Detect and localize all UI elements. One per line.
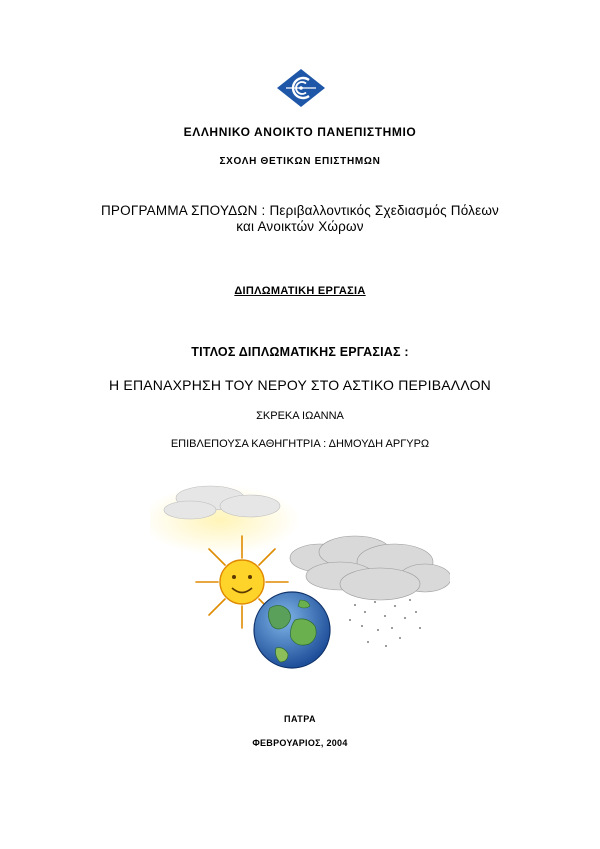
thesis-title: Η ΕΠΑΝΑΧΡΗΣΗ ΤΟΥ ΝΕΡΟΥ ΣΤΟ ΑΣΤΙΚΟ ΠΕΡΙΒΑΛΛΟΝ bbox=[109, 377, 491, 393]
study-program-line-2: και Ανοικτών Χώρων bbox=[236, 219, 364, 234]
school-name: ΣΧΟΛΗ ΘΕΤΙΚΩΝ ΕΠΙΣΤΗΜΩΝ bbox=[219, 156, 381, 167]
university-name: ΕΛΛΗΝΙΚΟ ΑΝΟΙΚΤΟ ΠΑΝΕΠΙΣΤΗΜΙΟ bbox=[183, 125, 417, 139]
sun-earth-clouds-illustration bbox=[150, 480, 450, 680]
study-program-line-1: ΠΡΟΓΡΑΜΜΑ ΣΠΟΥΔΩΝ : Περιβαλλοντικός Σχεδιασμός Πόλεων bbox=[100, 203, 500, 218]
thesis-type-label: ΔΙΠΛΩΜΑΤΙΚΗ ΕΡΓΑΣΙΑ bbox=[234, 285, 366, 297]
thesis-type bbox=[0, 285, 600, 297]
author-name: ΣΚΡΕΚΑ ΙΩΑΝΝΑ bbox=[256, 410, 344, 422]
date: ΦΕΒΡΟΥΑΡΙΟΣ, 2004 bbox=[252, 738, 348, 748]
supervisor-name: ΕΠΙΒΛΕΠΟΥΣΑ ΚΑΘΗΓΗΤΡΙΑ : ΔΗΜΟΥΔΗ ΑΡΓΥΡΩ bbox=[170, 438, 430, 450]
study-program bbox=[0, 203, 600, 235]
university-logo-icon bbox=[276, 68, 326, 108]
title-label: ΤΙΤΛΟΣ ΔΙΠΛΩΜΑΤΙΚΗΣ ΕΡΓΑΣΙΑΣ : bbox=[191, 345, 409, 359]
city: ΠΑΤΡΑ bbox=[283, 714, 317, 724]
